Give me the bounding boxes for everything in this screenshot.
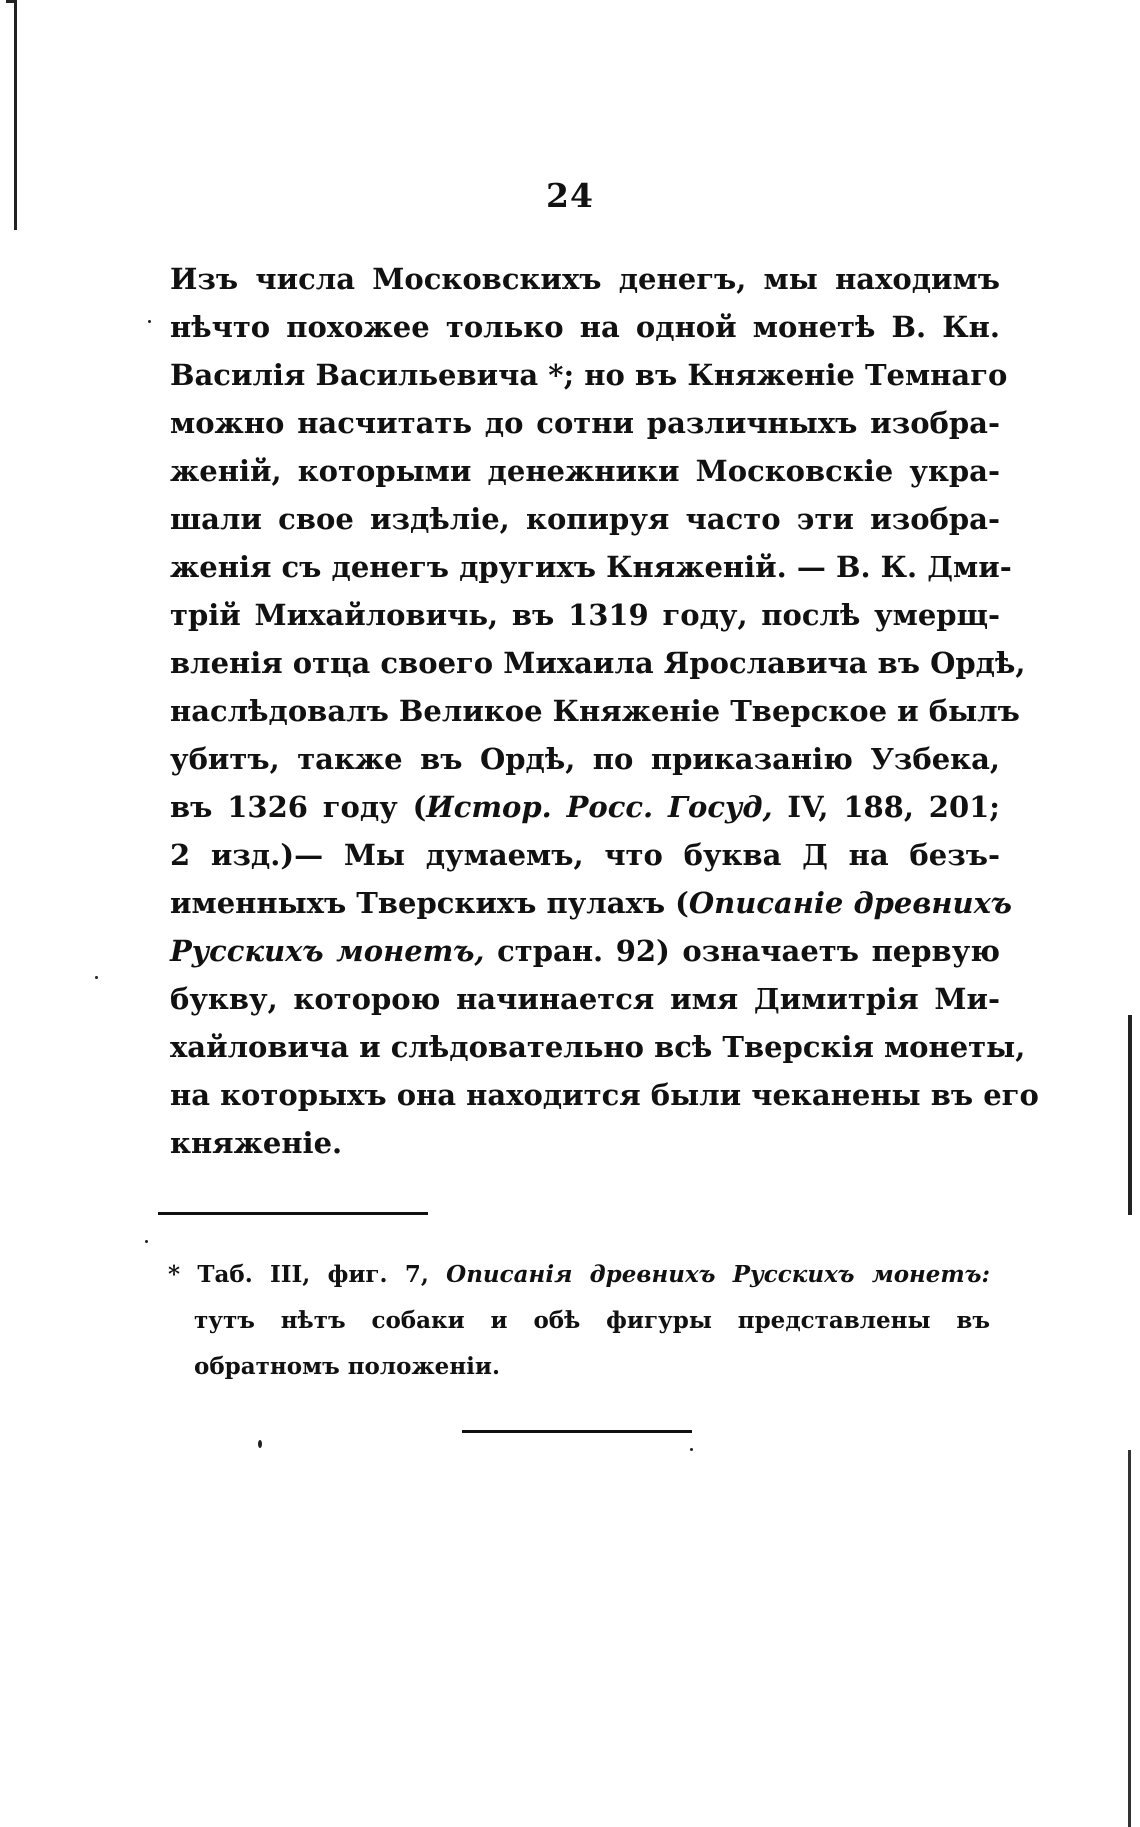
end-divider: [462, 1430, 692, 1433]
scan-edge-left-top: [6, 0, 16, 3]
scan-speck: [148, 320, 151, 323]
scan-speck: [145, 1240, 148, 1243]
footnote-divider: [158, 1212, 428, 1215]
text-line: княженіе.: [170, 1126, 343, 1160]
text-line-citation: [170, 879, 1013, 927]
text-line: букву, которою начинается имя Димитрія Ми-: [170, 982, 1000, 1016]
main-text: [170, 255, 1039, 1167]
footnote-line: [168, 1252, 990, 1298]
text-line-citation-pre: именныхъ Тверскихъ пулахъ (: [170, 886, 689, 920]
text-line: убитъ, также въ Ордѣ, по приказанію Узбека,: [170, 742, 1000, 776]
text-line-citation-post: стран. 92) означаетъ первую: [484, 934, 1000, 968]
scan-speck: [95, 976, 98, 979]
text-line: нѣчто похожее только на одной монетѣ В. Кн.: [170, 310, 1000, 344]
text-line: хайловича и слѣдовательно всѣ Тверскія монеты,: [170, 1030, 1026, 1064]
text-line-citation-pre: въ 1326 году (: [170, 790, 427, 824]
citation-italic: Описаніе древнихъ: [688, 886, 1013, 920]
scan-speck: [690, 1448, 693, 1451]
footnote: [168, 1252, 990, 1390]
scan-speck: [258, 1440, 262, 1448]
scan-edge-right-lower: [1128, 1450, 1131, 1827]
footnote-line: тутъ нѣтъ собаки и обѣ фигуры представлены въ: [194, 1307, 990, 1334]
footnote-citation-italic: Описанія древнихъ Русскихъ монетъ:: [446, 1261, 990, 1288]
text-line: женія съ денегъ другихъ Княженій. — В. К. Дми-: [170, 550, 1012, 584]
text-line-citation-post: IV, 188, 201;: [772, 790, 1001, 824]
citation-italic: Русскихъ монетъ,: [170, 934, 485, 968]
scan-edge-right-upper: [1128, 1015, 1132, 1215]
text-line: вленія отца своего Михаила Ярославича въ Ордѣ,: [170, 646, 1026, 680]
text-line: на которыхъ она находится были чеканены въ его: [170, 1078, 1039, 1112]
text-line: шали свое издѣліе, копируя часто эти изобра-: [170, 502, 1000, 536]
page-number: 24: [546, 176, 594, 215]
footnote-line-pre: * Таб. III, фиг. 7,: [168, 1261, 447, 1288]
text-line: Изъ числа Московскихъ денегъ, мы находимъ: [170, 262, 1000, 296]
footnote-line: обратномъ положеніи.: [194, 1353, 500, 1380]
text-line-citation: [170, 783, 1000, 831]
text-line: женій, которыми денежники Московскіе укра-: [170, 454, 1000, 488]
text-line: наслѣдовалъ Великое Княженіе Тверское и былъ: [170, 694, 1020, 728]
citation-italic: Истор. Росс. Госуд,: [426, 790, 773, 824]
text-line: трій Михайловичь, въ 1319 году, послѣ умерщ-: [170, 598, 1000, 632]
text-line: можно насчитать до сотни различныхъ изобра-: [170, 406, 1000, 440]
text-line: 2 изд.)— Мы думаемъ, что буква Д на безъ-: [170, 838, 1000, 872]
text-line-citation: [170, 927, 1000, 975]
text-line: Василія Васильевича *; но въ Княженіе Темнаго: [170, 358, 1008, 392]
